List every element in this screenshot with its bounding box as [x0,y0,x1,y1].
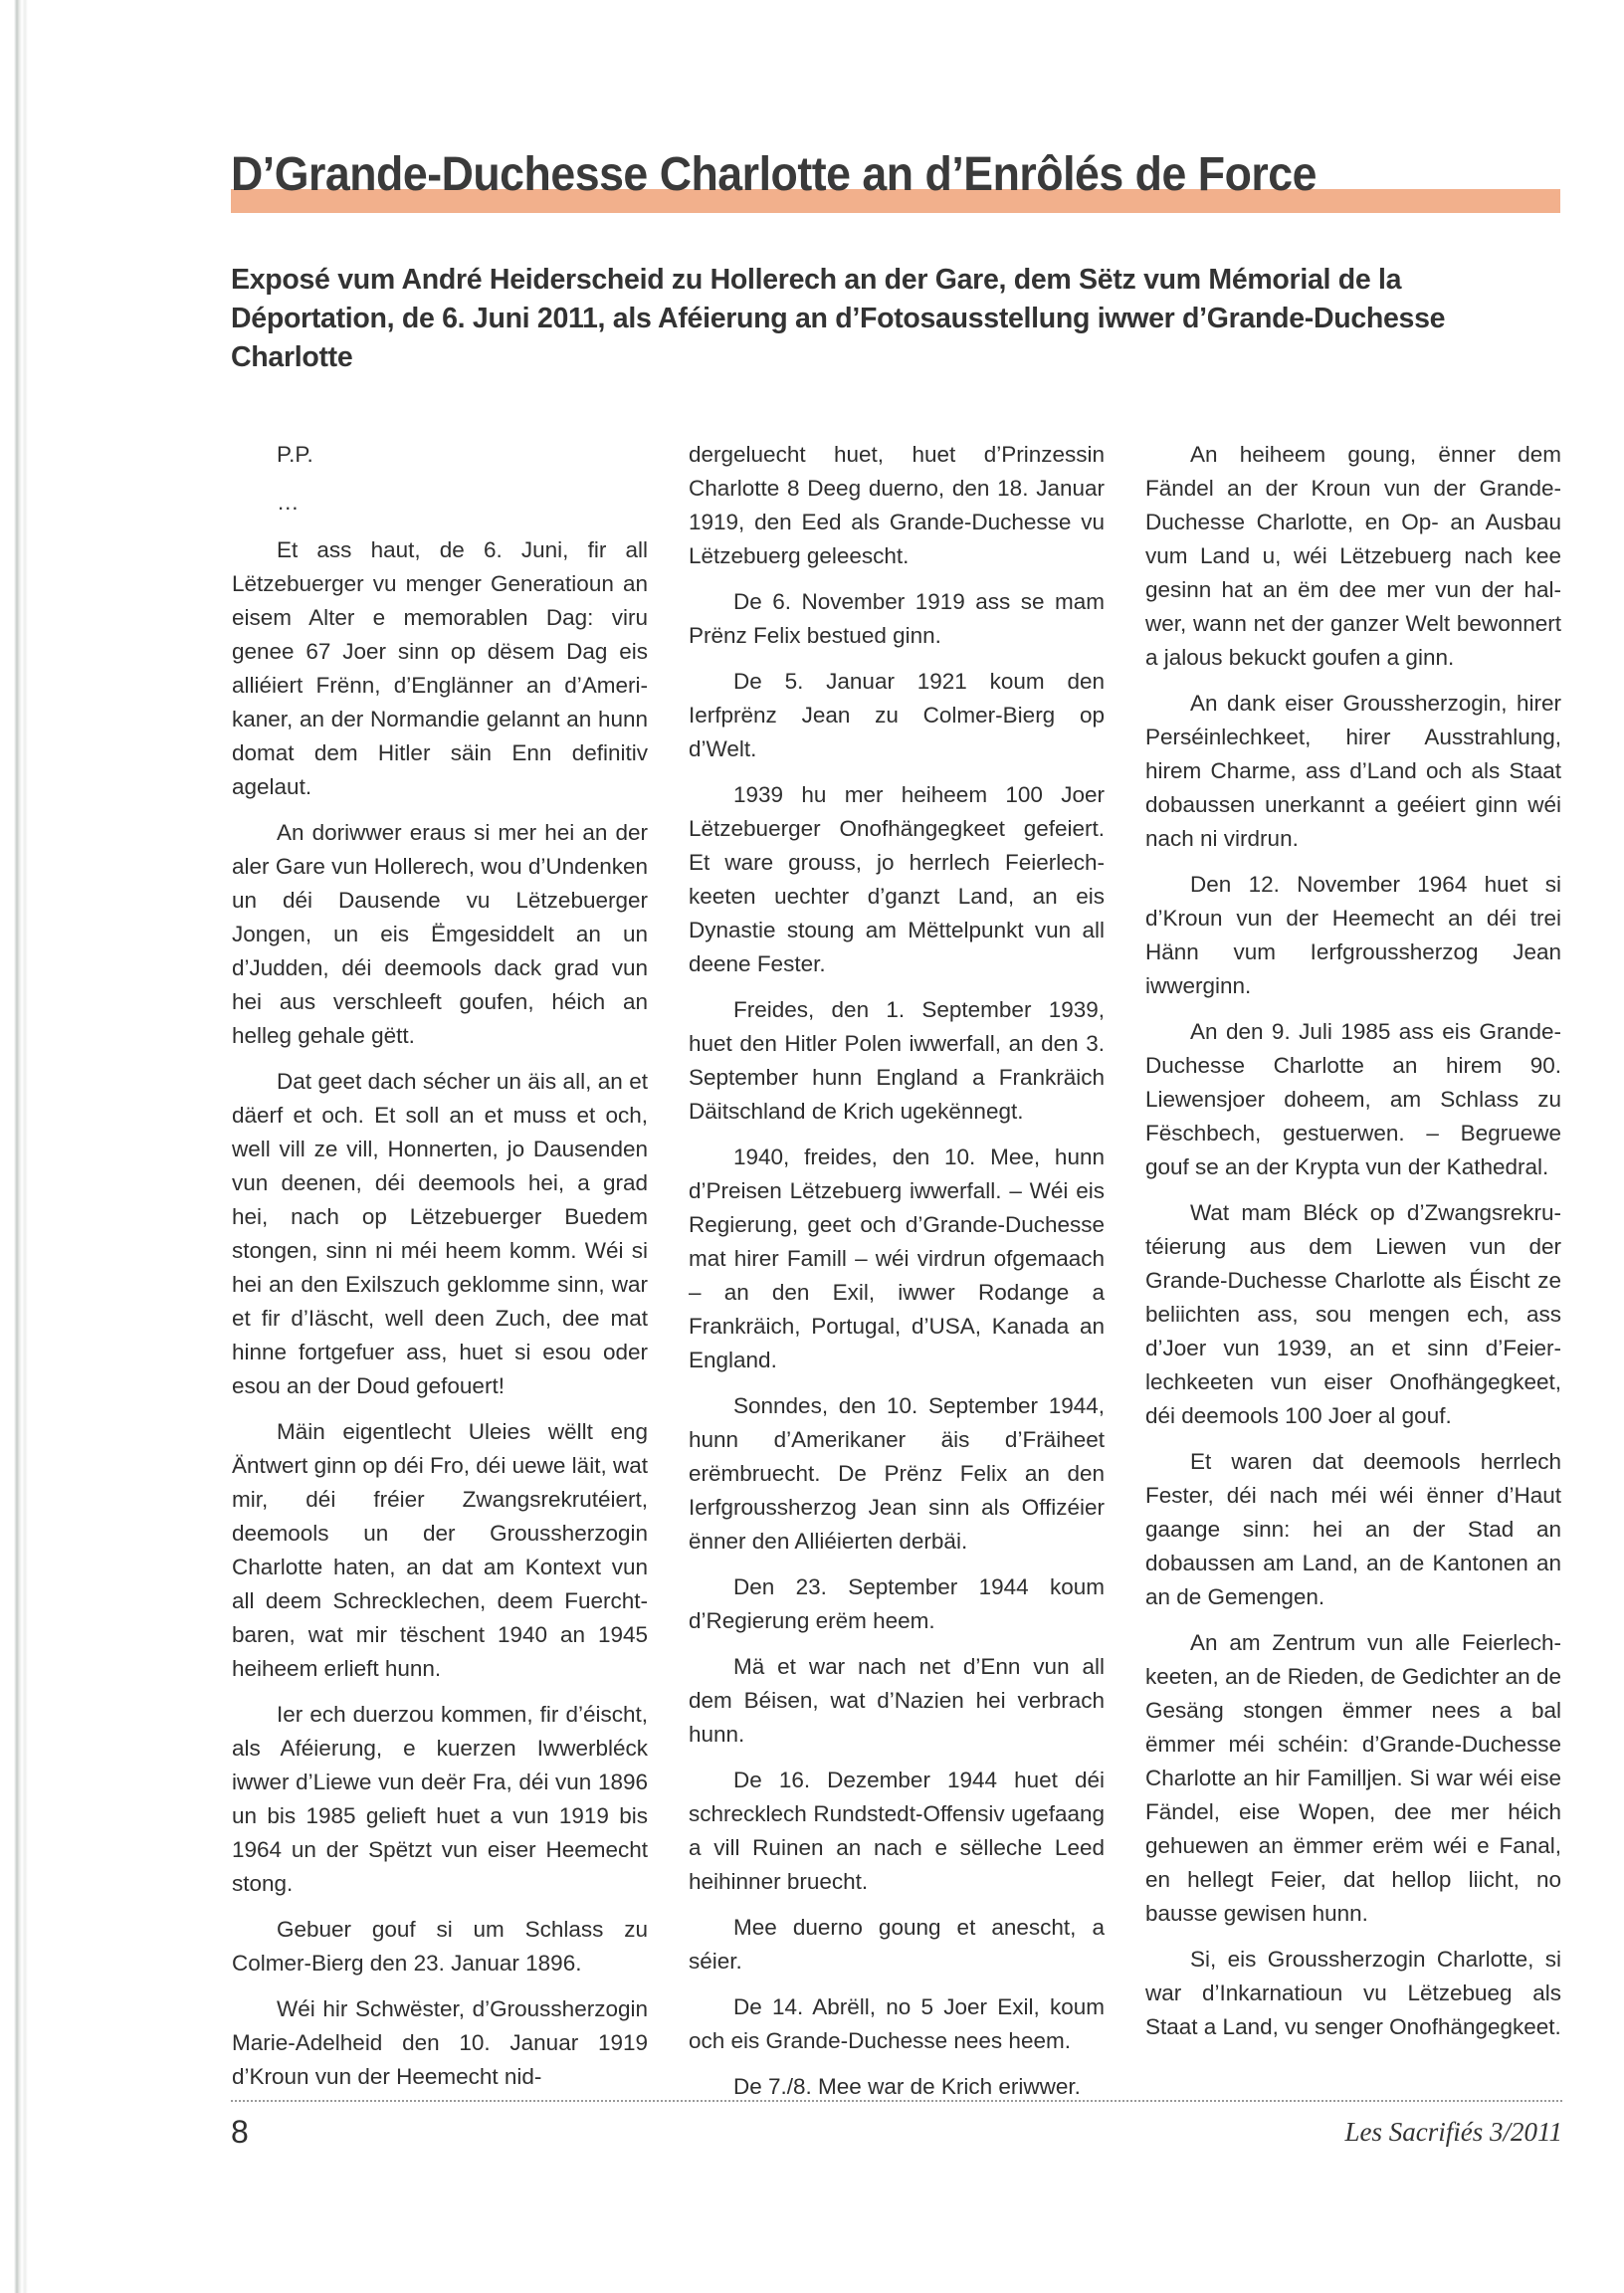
paragraph: De 16. Dezember 1944 huet déi schrecklech Rundstedt-Offensiv ugefaang a vill Ruinen an nach e sëlleche Leed heihinner bruecht. [689,1768,1105,1894]
paragraph: An heiheem goung, ënner dem Fändel an der Kroun vun der Grande-Duchesse Charlotte, en Op- an Ausbau vum Land u, wéi Lëtzebuerg nach kee gesinn hat an ëm dee mer vun der halwer, wann net der ganzer Welt bewonnert a jalous bekuckt goufen a ginn. [1145,442,1561,670]
paragraph: Mäin eigentlecht Uleies wëllt eng Äntwert ginn op déi Fro, déi uewe läit, wat mir, déi fréier Zwangsrekrutéiert, deemools un der Groussherzogin Charlotte haten, an dat am Kontext vun all deem Schrecklechen, deem Fuerchtbaren, wat mir tëschent 1940 an 1945 heiheem erlieft hunn. [232,1419,648,1681]
salutation: P.P. [277,442,313,467]
paragraph: 1939 hu mer heiheem 100 Joer Lëtzebuerger Onofhängegkeet gefeiert. Et ware grouss, jo herrlech Feierlechkeeten uechter d’ganzt Land, an eis Dynastie stoung am Mëttelpunkt vun all deene Fester. [689,782,1105,976]
page-number: 8 [231,2114,249,2150]
paragraph: De 7./8. Mee war de Krich eriwwer. [733,2074,1081,2099]
article-body [232,438,1561,2099]
paragraph: De 14. Abrëll, no 5 Joer Exil, koum och eis Grande-Duchesse nees heem. [689,1994,1105,2053]
paragraph: Et ass haut, de 6. Juni, fir all Lëtzebuerger vu menger Generatioun an eisem Alter e memorablen Dag: viru genee 67 Joer sinn op dësem Dag eis alliéiert Frënn, d’Englänner an d’Amerikaner, an der Normandie gelannt an hunn domat dem Hitler säin Enn definitiv agelaut. [232,537,648,799]
paragraph: An dank eiser Groussherzogin, hirer Perséinlechkeet, hirer Ausstrahlung, hirem Charme, ass d’Land och als Staat dobaussen unerkannt a geéiert ginn wéi nach ni virdrun. [1145,691,1561,851]
paragraph: Ier ech duerzou kommen, fir d’éischt, als Aféierung, e kuerzen Iwwerbléck iwwer d’Liewe vun deër Fra, déi vun 1896 un bis 1985 gelieft huet a vun 1919 bis 1964 un der Spëtzt vun eiser Heemecht stong. [232,1702,648,1896]
column-2 [689,438,1105,2116]
paragraph: Wat mam Bléck op d’Zwangsrekrutéierung aus dem Liewen vun der Grande-Duchesse Charlotte als Éischt ze beliichten ass, sou mengen ech, ass d’Joer vun 1939, an et sinn d’Feierlechkeeten vun eiser Onofhängegkeet, déi deemools 100 Joer al gouf. [1145,1200,1561,1428]
paragraph: Sonndes, den 10. September 1944, hunn d’Amerikaner äis d’Fräiheet erëmbruecht. De Prënz Felix an den Ierfgroussherzog Jean sinn als Offizéier ënner den Alliéierten derbäi. [689,1393,1105,1554]
journal-issue: Les Sacrifiés 3/2011 [1344,2117,1562,2147]
paragraph: Mä et war nach net d’Enn vun all dem Béisen, wat d’Nazien hei verbrach hunn. [689,1654,1105,1747]
paragraph: Gebuer gouf si um Schlass zu Colmer-Bierg den 23. Januar 1896. [232,1917,648,1976]
column-1 [232,438,648,2106]
paragraph: 1940, freides, den 10. Mee, hunn d’Preisen Lëtzebuerg iwwerfall. – Wéi eis Regierung, geet och d’Grande-Duchesse mat hirer Famill – wéi virdrun ofgemaach – an den Exil, iwwer Rodange a Frankräich, Portugal, d’USA, Kanada an England. [689,1145,1105,1372]
ellipsis: … [277,490,300,515]
paragraph: Et waren dat deemools herrlech Fester, déi nach méi wéi ënner d’Haut gaange sinn: hei an der Stad an dobaussen am Land, an de Kantonen an an de Gemengen. [1145,1449,1561,1609]
title-block [231,145,1560,217]
paragraph: De 6. November 1919 ass se mam Prënz Felix bestued ginn. [689,589,1105,648]
scan-edge [14,0,32,2293]
paragraph: An am Zentrum vun alle Feierlechkeeten, an de Rieden, de Gedichter an de Gesäng stongen ëmmer nees a bal ëmmer méi schéin: d’Grande-Duchesse Charlotte an hir Familljen. Si war wéi eise Fändel, eise Wopen, dee mer héich gehuewen an ëmmer erëm wéi e Fanal, en hellegt Feier, dat hellop liicht, no bausse gewisen hunn. [1145,1630,1561,1926]
paragraph: Wéi hir Schwëster, d’Groussherzogin Marie-Adelheid den 10. Januar 1919 d’Kroun vun der Heemecht nid- [232,1996,648,2089]
article-title: D’Grande-Duchesse Charlotte an d’Enrôlés de Force [231,148,1318,201]
paragraph: An den 9. Juli 1985 ass eis Grande-Duchesse Charlotte an hirem 90. Liewensjoer doheem, am Schlass zu Fëschbech, gestuerwen. – Begruewe gouf se an der Krypta vun der Kathedral. [1145,1019,1561,1179]
paragraph: Freides, den 1. September 1939, huet den Hitler Polen iwwerfall, an den 3. September hunn England a Frankräich Däitschland de Krich ugekënnegt. [689,997,1105,1124]
footer-divider [231,2100,1562,2102]
paragraph-continued: dergeluecht huet, huet d’Prinzessin Charlotte 8 Deeg duerno, den 18. Januar 1919, den Eed als Grande-Duchesse vu Lëtzebuerg geleescht. [689,442,1105,568]
paragraph: Mee duerno goung et anescht, a séier. [689,1915,1105,1974]
paragraph: Dat geet dach sécher un äis all, an et däerf et och. Et soll an et muss et och, well vill ze vill, Honnerten, jo Dausenden vun deenen, déi deemools hei, a grad hei, nach op Lëtzebuerger Buedem stongen, sinn ni méi heem komm. Wéi si hei an den Exilszuch geklomme sinn, war et fir d’Iäscht, well deen Zuch, dee mat hinne fortgefuer ass, huet si esou oder esou an der Doud gefouert! [232,1069,648,1398]
column-3 [1145,438,1561,2056]
paragraph: An doriwwer eraus si mer hei an der aler Gare vun Hollerech, wou d’Undenken un déi Dausende vu Lëtzebuerger Jongen, un eis Ëmgesiddelt an un d’Judden, déi deemools dack grad vun hei aus verschleeft goufen, héich an helleg gehale gëtt. [232,820,648,1048]
paragraph: Den 23. September 1944 koum d’Regierung erëm heem. [689,1574,1105,1633]
article-subtitle: Exposé vum André Heiderscheid zu Hollerech an der Gare, dem Sëtz vum Mémorial de la Déportation, de 6. Juni 2011, als Aféierung an d’Fotosausstellung iwwer d’Grande-Duchesse Charlotte [231,264,1446,373]
paragraph: Den 12. November 1964 huet si d’Kroun vun der Heemecht an déi trei Hänn vum Ierfgroussherzog Jean iwwerginn. [1145,872,1561,998]
paragraph: Si, eis Groussherzogin Charlotte, si war d’Inkarnatioun vu Lëtzebueg als Staat a Land, vu senger Onofhängegkeet. [1145,1947,1561,2039]
paragraph: De 5. Januar 1921 koum den Ierfprënz Jean zu Colmer-Bierg op d’Welt. [689,669,1105,761]
